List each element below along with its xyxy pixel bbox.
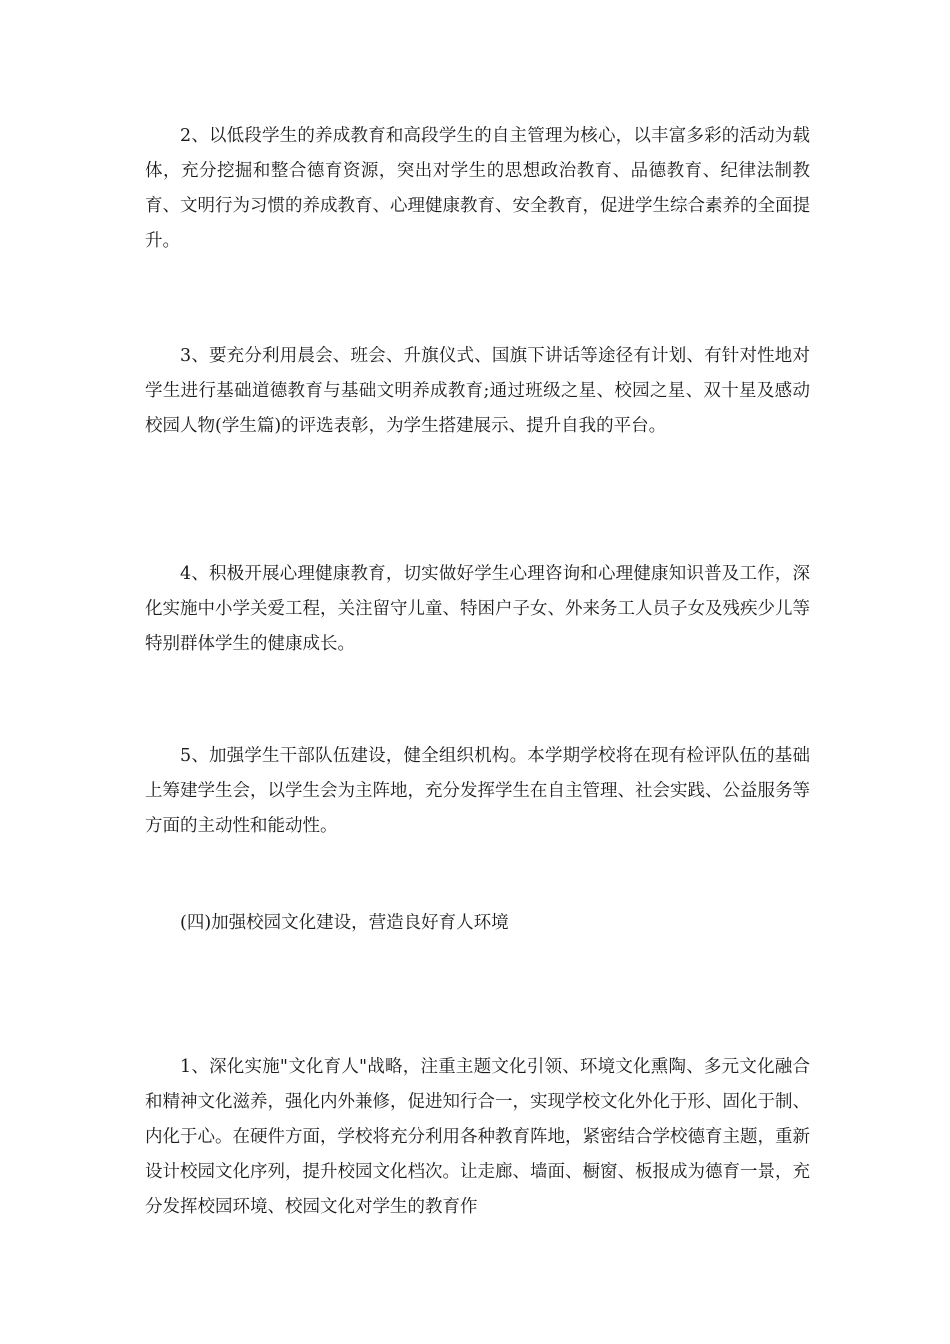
paragraph-item-2: 2、以低段学生的养成教育和高段学生的自主管理为核心，以丰富多彩的活动为载体，充分挖掘和整合德育资源，突出对学生的思想政治教育、品德教育、纪律法制教育、文明行为习惯的养成教育、心理健康教育、安全教育，促进学生综合素养的全面提升。 bbox=[145, 126, 810, 251]
section-heading: (四)加强校园文化建设，营造良好育人环境 bbox=[180, 913, 509, 933]
paragraph-item-5: 5、加强学生干部队伍建设，健全组织机构。本学期学校将在现有检评队伍的基础上筹建学生会，以学生会为主阵地，充分发挥学生在自主管理、社会实践、公益服务等方面的主动性和能动性。 bbox=[145, 746, 810, 836]
paragraph-item-3: 3、要充分利用晨会、班会、升旗仪式、国旗下讲话等途径有计划、有针对性地对学生进行基础道德教育与基础文明养成教育;通过班级之星、校园之星、双十星及感动校园人物(学生篇)的评选表彰，为学生搭建展示、提升自我的平台。 bbox=[145, 346, 810, 436]
paragraph-item-1: 1、深化实施"文化育人"战略，注重主题文化引领、环境文化熏陶、多元文化融合和精神文化滋养，强化内外兼修，促进知行合一，实现学校文化外化于形、固化于制、内化于心。在硬件方面，学校将充分利用各种教育阵地，紧密结合学校德育主题，重新设计校园文化序列，提升校园文化档次。让走廊、墙面、橱窗、板报成为德育一景，充分发挥校园环境、校园文化对学生的教育作 bbox=[145, 1057, 810, 1217]
paragraph-item-4: 4、积极开展心理健康教育，切实做好学生心理咨询和心理健康知识普及工作，深化实施中小学关爱工程，关注留守儿童、特困户子女、外来务工人员子女及残疾少儿等特别群体学生的健康成长。 bbox=[145, 564, 810, 654]
